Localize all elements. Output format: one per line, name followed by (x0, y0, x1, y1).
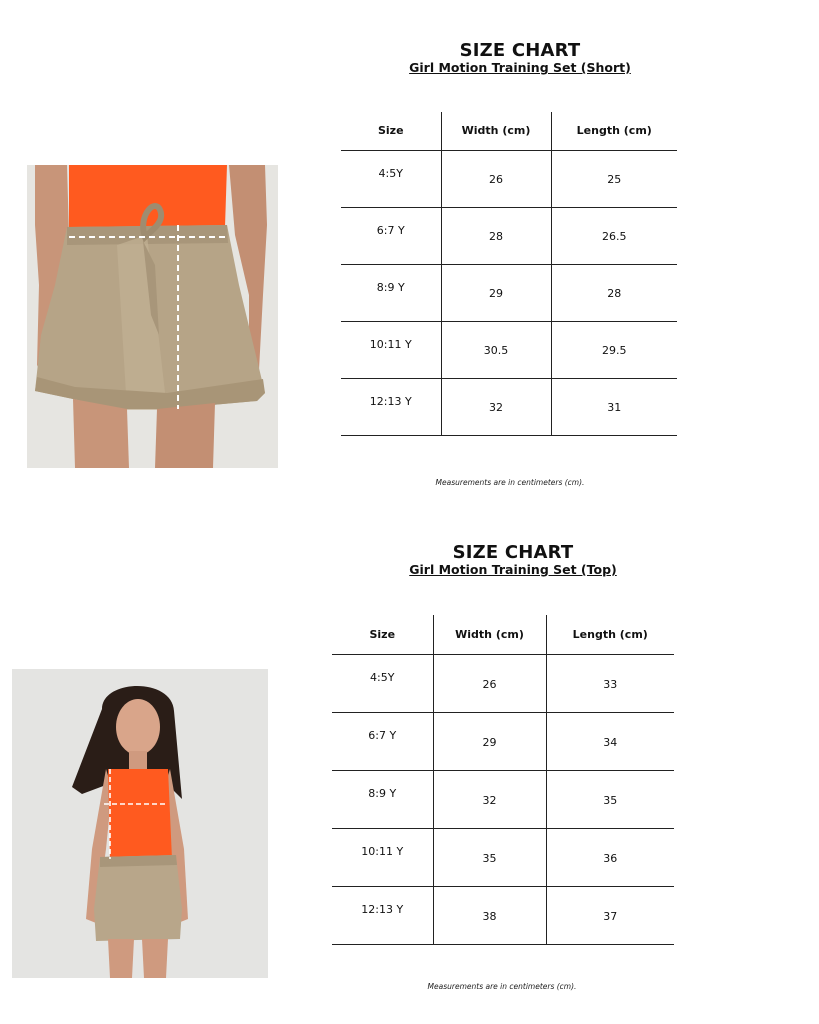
width-cell: 30.5 (441, 321, 551, 378)
size-cell: 6:7 Y (341, 207, 441, 264)
table-row (332, 770, 674, 828)
size-cell: 10:11 Y (341, 321, 441, 378)
width-cell: 32 (433, 770, 546, 828)
width-cell: 26 (433, 654, 546, 712)
table-row (341, 378, 677, 435)
header-length: Length (cm) (551, 112, 677, 150)
top-product-photo (12, 669, 268, 978)
width-cell: 28 (441, 207, 551, 264)
size-cell: 12:13 Y (332, 886, 433, 944)
size-cell: 10:11 Y (332, 828, 433, 886)
size-cell: 8:9 Y (332, 770, 433, 828)
header-width: Width (cm) (433, 615, 546, 654)
length-cell: 29.5 (551, 321, 677, 378)
length-cell: 37 (546, 886, 674, 944)
size-cell: 4:5Y (332, 654, 433, 712)
shorts-photo-illustration (27, 165, 278, 468)
width-cell: 29 (441, 264, 551, 321)
size-cell: 8:9 Y (341, 264, 441, 321)
length-cell: 35 (546, 770, 674, 828)
header-size: Size (341, 112, 441, 150)
top-chart-title: SIZE CHART (452, 542, 574, 563)
length-cell: 28 (551, 264, 677, 321)
shorts-chart-subtitle: Girl Motion Training Set (Short) (409, 60, 631, 75)
length-cell: 36 (546, 828, 674, 886)
length-cell: 33 (546, 654, 674, 712)
width-cell: 26 (441, 150, 551, 207)
table-row (341, 321, 677, 378)
table-header-row (341, 112, 677, 150)
top-measurement-note: Measurements are in centimeters (cm). (427, 982, 577, 991)
shorts-size-chart-section (0, 0, 819, 510)
shorts-size-table (341, 112, 677, 436)
header-size: Size (332, 615, 433, 654)
table-row (332, 886, 674, 944)
size-cell: 6:7 Y (332, 712, 433, 770)
top-size-chart-section (0, 510, 819, 1024)
shorts-chart-title: SIZE CHART (459, 40, 581, 61)
top-size-table (332, 615, 674, 945)
table-row (332, 654, 674, 712)
width-cell: 29 (433, 712, 546, 770)
shorts-product-photo (27, 165, 278, 468)
table-header-row (332, 615, 674, 654)
table-row (332, 828, 674, 886)
length-cell: 31 (551, 378, 677, 435)
length-cell: 25 (551, 150, 677, 207)
length-cell: 34 (546, 712, 674, 770)
table-row (332, 712, 674, 770)
top-chart-subtitle: Girl Motion Training Set (Top) (409, 562, 617, 577)
top-photo-illustration (12, 669, 268, 978)
width-cell: 35 (433, 828, 546, 886)
header-width: Width (cm) (441, 112, 551, 150)
table-row (341, 264, 677, 321)
width-cell: 32 (441, 378, 551, 435)
table-row (341, 150, 677, 207)
width-cell: 38 (433, 886, 546, 944)
size-cell: 12:13 Y (341, 378, 441, 435)
size-cell: 4:5Y (341, 150, 441, 207)
shorts-measurement-note: Measurements are in centimeters (cm). (435, 478, 585, 487)
length-cell: 26.5 (551, 207, 677, 264)
table-row (341, 207, 677, 264)
header-length: Length (cm) (546, 615, 674, 654)
